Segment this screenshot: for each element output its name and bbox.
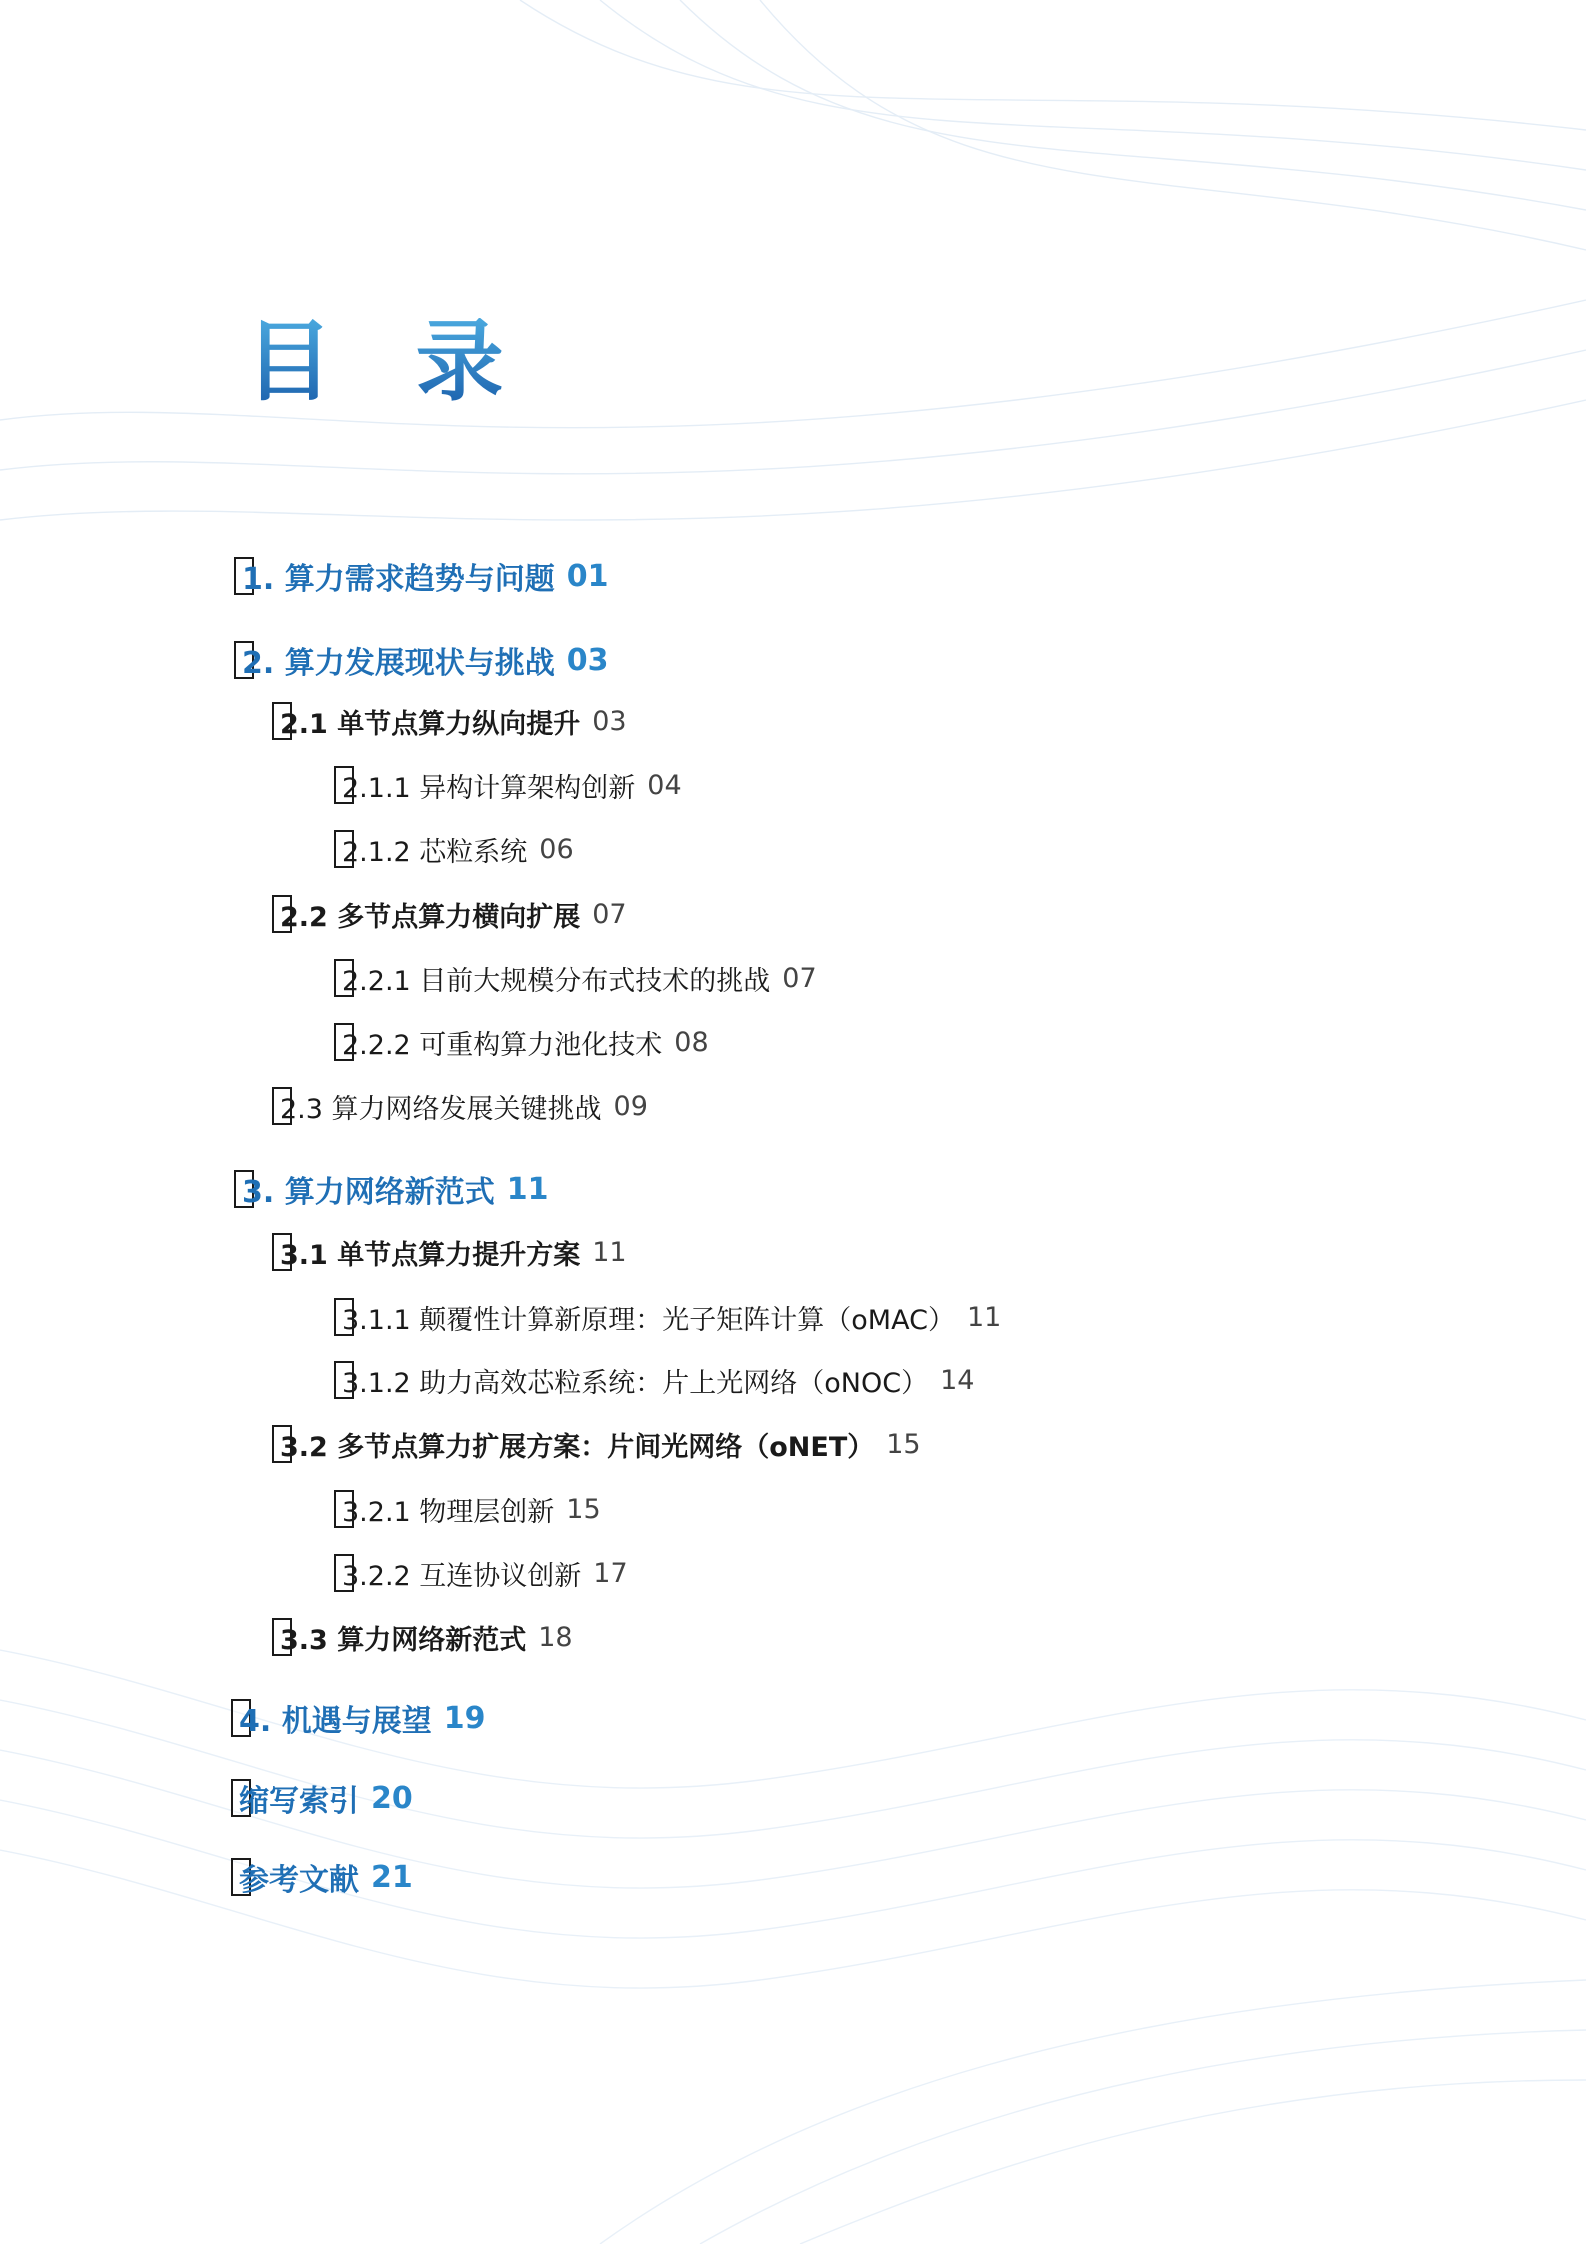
toc-entry-label: 4. 机遇与展望: [239, 1704, 432, 1739]
toc-entry-label: 2.1 单节点算力纵向提升: [280, 708, 581, 740]
toc-entry-3-1-1[interactable]: [334, 1298, 1002, 1336]
toc-entry-label: 3.2.2 互连协议创新: [342, 1560, 582, 1592]
toc-entry-label: 2.1.1 异构计算架构创新: [342, 772, 636, 804]
toc-entry-label: 2.2 多节点算力横向扩展: [280, 901, 581, 933]
toc-entry-1[interactable]: [234, 557, 609, 597]
toc-entry-label: 1. 算力需求趋势与问题: [242, 562, 555, 597]
toc-entry-2-1-2[interactable]: [334, 830, 574, 868]
page-title: 目 录: [245, 310, 530, 413]
toc-entry-page: 06: [539, 833, 574, 865]
toc-entry-page: 18: [538, 1621, 573, 1653]
toc-entry-label: 2.2.1 目前大规模分布式技术的挑战: [342, 965, 771, 997]
toc-entry-page: 11: [592, 1236, 627, 1268]
toc-entry-3-1-2[interactable]: [334, 1361, 975, 1399]
toc-entry-page: 11: [966, 1301, 1002, 1333]
toc-entry-page: 01: [566, 558, 609, 594]
toc-entry-label: 3.2 多节点算力扩展方案：片间光网络（oNET）: [280, 1431, 875, 1463]
toc-entry-page: 03: [592, 705, 627, 737]
toc-entry-label: 3.3 算力网络新范式: [280, 1624, 527, 1656]
toc-entry-3-1[interactable]: [272, 1233, 627, 1271]
toc-entry-2-2-1[interactable]: [334, 959, 817, 997]
toc-entry-2-1-1[interactable]: [334, 766, 682, 804]
toc-entry-page: 15: [566, 1493, 601, 1525]
toc-entry-2-1[interactable]: [272, 702, 627, 740]
toc-entry-4[interactable]: [231, 1699, 486, 1739]
toc-entry-label: 参考文献: [239, 1863, 359, 1898]
toc-entry-references[interactable]: [231, 1858, 413, 1898]
toc-entry-label: 3.1.1 颠覆性计算新原理：光子矩阵计算（oMAC）: [342, 1304, 955, 1336]
toc-entry-label: 缩写索引: [239, 1784, 359, 1819]
toc-entry-abbreviations[interactable]: [231, 1779, 413, 1819]
toc-entry-label: 3.1.2 助力高效芯粒系统：片上光网络（oNOC）: [342, 1367, 929, 1399]
toc-entry-3-2-1[interactable]: [334, 1490, 601, 1528]
toc-entry-2-2-2[interactable]: [334, 1023, 709, 1061]
toc-entry-page: 21: [371, 1859, 413, 1895]
toc-entry-label: 3.2.1 物理层创新: [342, 1496, 555, 1528]
toc-entry-label: 2.3 算力网络发展关键挑战: [280, 1093, 602, 1125]
toc-entry-page: 04: [647, 769, 682, 801]
toc-entry-3-2[interactable]: [272, 1425, 921, 1463]
toc-entry-3[interactable]: [234, 1170, 549, 1210]
toc-entry-label: 2.1.2 芯粒系统: [342, 836, 528, 868]
toc-entry-page: 03: [566, 642, 609, 678]
toc-entry-page: 07: [782, 962, 817, 994]
toc-entry-page: 15: [886, 1428, 921, 1460]
toc-entry-page: 07: [592, 898, 627, 930]
toc-entry-page: 08: [674, 1026, 709, 1058]
toc-entry-page: 09: [613, 1090, 648, 1122]
toc-entry-page: 19: [443, 1700, 486, 1736]
toc-entry-page: 20: [371, 1780, 413, 1816]
toc-entry-3-2-2[interactable]: [334, 1554, 628, 1592]
toc-entry-2[interactable]: [234, 641, 609, 681]
toc-entry-page: 11: [506, 1171, 549, 1207]
toc-entry-3-3[interactable]: [272, 1618, 573, 1656]
toc-entry-label: 2.2.2 可重构算力池化技术: [342, 1029, 663, 1061]
toc-entry-label: 2. 算力发展现状与挑战: [242, 646, 555, 681]
toc-entry-2-3[interactable]: [272, 1087, 648, 1125]
toc-entry-2-2[interactable]: [272, 895, 627, 933]
toc-entry-label: 3.1 单节点算力提升方案: [280, 1239, 581, 1271]
toc-entry-page: 14: [940, 1364, 975, 1396]
toc-entry-page: 17: [593, 1557, 628, 1589]
toc-entry-label: 3. 算力网络新范式: [242, 1175, 495, 1210]
